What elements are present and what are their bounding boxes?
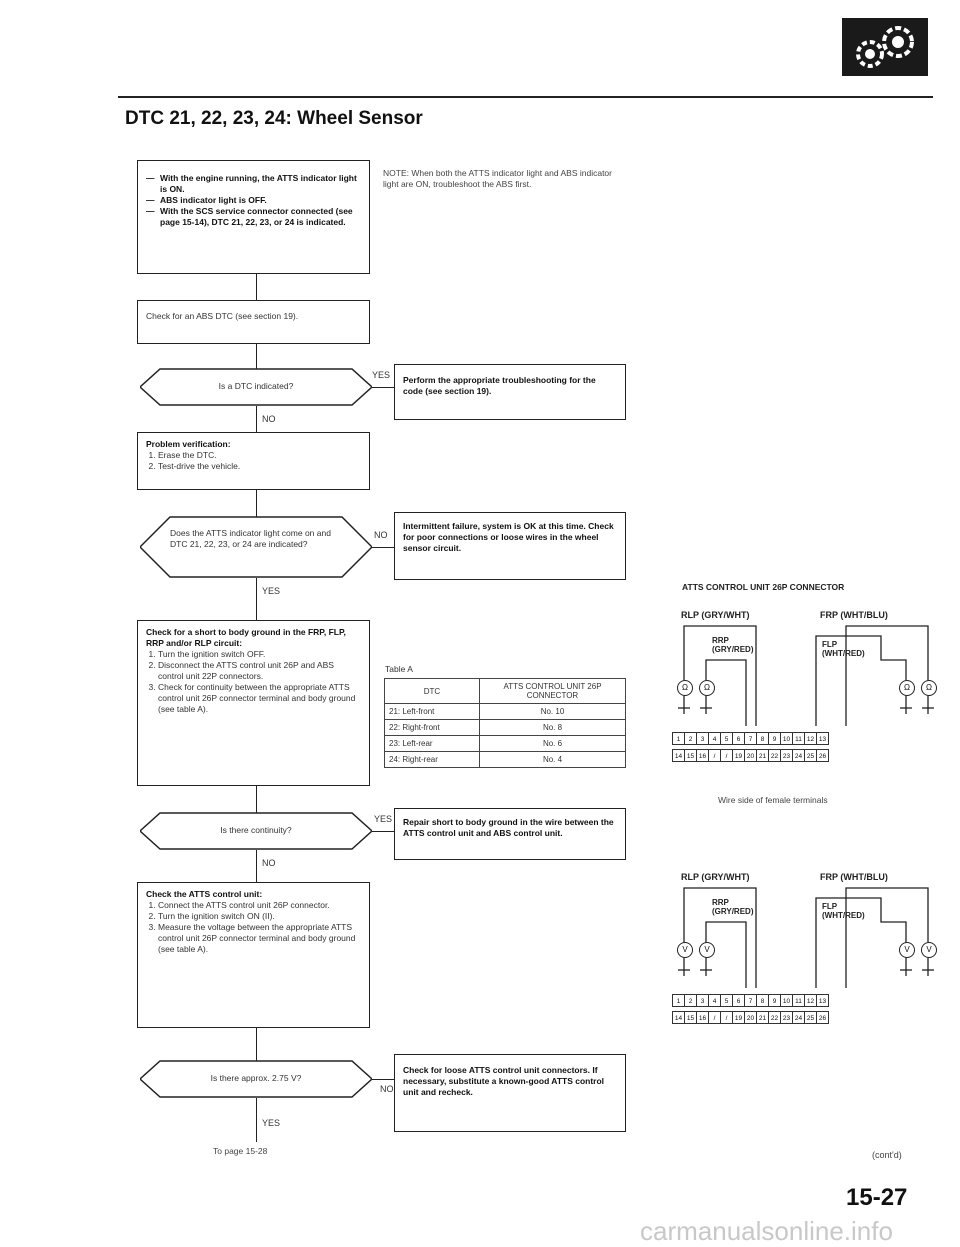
conditions-box xyxy=(137,160,370,274)
pin-row-2: 14 15 16 / / 19 20 21 22 23 24 25 26 xyxy=(672,1007,862,1025)
q3-no: NO xyxy=(262,858,276,868)
ohm-meter-icon: Ω xyxy=(699,680,715,696)
note-text: NOTE: When both the ATTS indicator light and ABS indicator light are ON, troubleshoot the ABS first. xyxy=(383,168,612,189)
connector-26p-2 xyxy=(672,990,862,1025)
problem-box: Problem verification: 1. Erase the DTC. 2. Test-drive the vehicle. xyxy=(137,432,370,490)
voltmeter-icon: V xyxy=(699,942,715,958)
check-abs-box: Check for an ABS DTC (see section 19). xyxy=(137,300,370,344)
diagram2-frp: FRP (WHT/BLU) xyxy=(820,872,888,882)
q2-yes: YES xyxy=(262,586,281,596)
voltmeter-icon: V xyxy=(921,942,937,958)
condition-1: — With the engine running, the ATTS indicator light is ON. xyxy=(160,173,361,195)
q1-yes: YES xyxy=(372,370,391,380)
q3-text: Is there continuity? xyxy=(220,825,292,835)
short-check-box: Check for a short to body ground in the FRP, FLP, RRP and/or RLP circuit: 1. Turn the ignition switch OFF. 2. Disconnect the ATTS control unit 26P and ABS control unit 22P connectors. 3. Check for continuity between the appropriate ATTS control unit 26P connector terminal and body ground (see table A). xyxy=(137,620,370,786)
header-rule xyxy=(118,96,933,98)
ohm-meter-icon: Ω xyxy=(677,680,693,696)
condition-3: — With the SCS service connector connected (see page 15-14), DTC 21, 22, 23, or 24 is indicated. xyxy=(160,206,361,228)
q2-text: Does the ATTS indicator light come on and DTC 21, 22, 23, or 24 are indicated? xyxy=(170,528,331,549)
diagram1-wires xyxy=(676,618,946,738)
pin-row-1: 1 2 3 4 5 6 7 8 9 10 11 12 13 xyxy=(672,990,862,1008)
intermittent-box: Intermittent failure, system is OK at this time. Check for poor connections or loose wires in the wheel sensor circuit. xyxy=(394,512,626,580)
diagram1-flp: FLP (WHT/RED) xyxy=(822,640,865,658)
atts-logo xyxy=(842,18,928,76)
table-a: DTC ATTS CONTROL UNIT 26P CONNECTOR 21: Left-front No. 10 22: Right-front No. 8 23: Left-rear No. 6 24: Right-rear No. 4 xyxy=(384,678,626,768)
diagram1-rlp: RLP (GRY/WHT) xyxy=(681,610,750,620)
voltmeter-icon: V xyxy=(677,942,693,958)
q4-text: Is there approx. 2.75 V? xyxy=(210,1073,302,1083)
q3-yes: YES xyxy=(374,814,393,824)
check-unit-box: Check the ATTS control unit: 1. Connect the ATTS control unit 26P connector. 2. Turn the ignition switch ON (II). 3. Measure the voltage between the appropriate ATTS control unit 26P connector terminal and body ground (see table A). xyxy=(137,882,370,1028)
table-row: 22: Right-front No. 8 xyxy=(385,720,626,736)
q4-yes: YES xyxy=(262,1118,281,1128)
to-page: To page 15-28 xyxy=(213,1146,268,1156)
diagram1-frp: FRP (WHT/BLU) xyxy=(820,610,888,620)
table-row: 23: Left-rear No. 6 xyxy=(385,736,626,752)
table-row: 24: Right-rear No. 4 xyxy=(385,752,626,768)
q2-no: NO xyxy=(374,530,388,540)
perform-box: Perform the appropriate troubleshooting for the code (see section 19). xyxy=(394,364,626,420)
ohm-meter-icon: Ω xyxy=(899,680,915,696)
diagram2-rrp: RRP (GRY/RED) xyxy=(712,898,754,916)
q1-no: NO xyxy=(262,414,276,424)
diagram2-wires xyxy=(676,880,946,1000)
pin-row-2: 14 15 16 / / 19 20 21 22 23 24 25 26 xyxy=(672,745,862,763)
pin-row-1: 1 2 3 4 5 6 7 8 9 10 11 12 13 xyxy=(672,728,862,746)
diagram2-rlp: RLP (GRY/WHT) xyxy=(681,872,750,882)
diagram2-flp: FLP (WHT/RED) xyxy=(822,902,865,920)
diagram1-title: ATTS CONTROL UNIT 26P CONNECTOR xyxy=(682,582,845,592)
page-number: 15-27 xyxy=(846,1184,908,1211)
contd-label: (cont'd) xyxy=(872,1150,902,1160)
voltmeter-icon: V xyxy=(899,942,915,958)
diagram1-rrp: RRP (GRY/RED) xyxy=(712,636,754,654)
diagram1-caption: Wire side of female terminals xyxy=(718,795,828,805)
table-title: Table A xyxy=(385,664,413,674)
page-title: DTC 21, 22, 23, 24: Wheel Sensor xyxy=(125,108,423,129)
q4-no: NO xyxy=(380,1084,394,1094)
ohm-meter-icon: Ω xyxy=(921,680,937,696)
gear-icon xyxy=(842,18,928,76)
q1-text: Is a DTC indicated? xyxy=(218,381,294,391)
connector-26p-1 xyxy=(672,728,862,763)
repair-box: Repair short to body ground in the wire between the ATTS control unit and ABS control unit. xyxy=(394,808,626,860)
condition-2: — ABS indicator light is OFF. xyxy=(160,195,361,206)
loose-box: Check for loose ATTS control unit connectors. If necessary, substitute a known-good ATTS control unit and recheck. xyxy=(394,1054,626,1132)
table-row: 21: Left-front No. 10 xyxy=(385,704,626,720)
watermark: carmanualsonline.info xyxy=(640,1216,893,1246)
